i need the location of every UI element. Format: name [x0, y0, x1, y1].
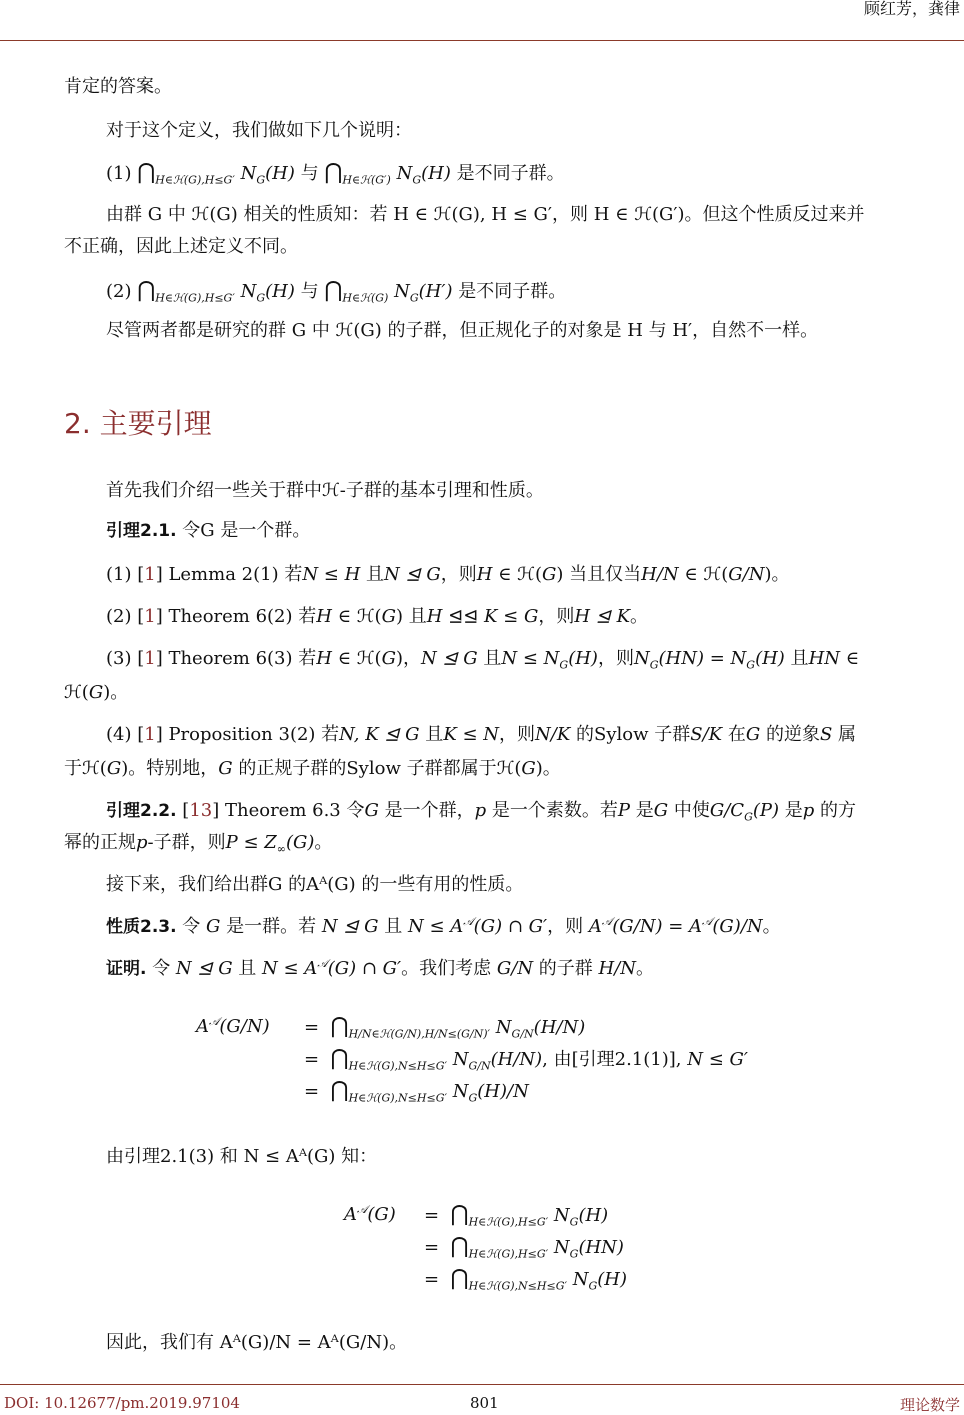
lemma-item-1: (1) [1] Lemma 2(1) 若N ≤ H 且N ⊴ G，则H ∈ ℋ(G) 当且仅当H/N ∈ ℋ(G/N)。	[106, 564, 790, 585]
equation-line: = $⋂_{H\in ℋ(G),N\le H\le G'}$ $N_G(H)$	[424, 1266, 628, 1293]
section-title: 2. 主要引理	[64, 407, 212, 440]
property-2-3: 性质2.3. 令 G 是一群。若 N ⊴ G 且 $N \le A^𝒜(G)$ ∩ G′，则 $A^𝒜(G/N) = A^𝒜(G)/N$。	[106, 915, 781, 937]
text-line: 因此，我们有 Aᴬ(G)/N = Aᴬ(G/N)。	[106, 1332, 408, 1353]
text-line: 尽管两者都是研究的群 G 中 ℋ(G) 的子群，但正规化子的对象是 H 与 H′，自然不一样。	[106, 320, 819, 341]
lemma-text: 令G 是一个群。	[176, 520, 311, 541]
lemma-item-3: (3) [1] Theorem 6(3) 若H ∈ ℋ(G)，N ⊴ G 且$N \le N_G(H)$，则$N_G(HN) = N_G(H)$ 且HN ∈	[106, 648, 860, 672]
doi-link[interactable]: DOI: 10.12677/pm.2019.97104	[4, 1394, 240, 1412]
equation-line: = $⋂_{H\in ℋ(G),H\le G'}$ $N_G(HN)$	[424, 1234, 624, 1261]
journal-name: 理论数学	[899, 1396, 960, 1414]
property-label: 性质2.3.	[106, 917, 177, 937]
text-line: 接下来，我们给出群G 的Aᴬ(G) 的一些有用的性质。	[106, 874, 524, 895]
lemma-2-2: 引理2.2. [13] Theorem 6.3 令G 是一个群，p 是一个素数。若P 是G 中使$G/C_G(P)$ 是p 的方	[106, 800, 857, 824]
page-header	[0, 0, 964, 41]
lemma-2-1	[106, 518, 310, 544]
lemma-label: 引理2.1.	[106, 521, 177, 541]
lemma-item-4: (4) [1] Proposition 3(2) 若N, K ⊴ G 且K ≤ N，则N/K 的Sylow 子群S/K 在G 的逆象S 属	[106, 724, 857, 745]
equation-line: $A^𝒜(G/N)$	[196, 1015, 270, 1037]
text-line: 肯定的答案。	[64, 76, 172, 97]
text-line: 不正确，因此上述定义不同。	[64, 236, 298, 257]
proof: 证明. 令 N ⊴ G 且 $N \le A^𝒜(G)$ ∩ G′。我们考虑 G/N 的子群 H/N。	[106, 957, 655, 979]
equation-line: $A^𝒜(G)$	[344, 1203, 396, 1225]
equation-line: = $⋂_{H\in ℋ(G),H\le G'}$ $N_G(H)$	[424, 1202, 609, 1229]
lemma-label: 引理2.2.	[106, 801, 177, 821]
remark-2: (2) $⋂_{H\in ℋ(G),H\le G'}$ $N_G(H)$ 与 $⋂_{H\in ℋ(G)}$ $N_G(H')$ 是不同子群。	[106, 278, 567, 305]
text-line: ℋ(G)。	[64, 682, 129, 703]
equation-line: = $⋂_{H/N\in ℋ(G/N),H/N\le(G/N)'}$ $N_{G/N}(H/N)$	[304, 1014, 586, 1041]
lemma-item-2: (2) [1] Theorem 6(2) 若H ∈ ℋ(G) 且H ⊴⊴ K ≤ G，则H ⊴ K。	[106, 606, 649, 627]
text-line: 幂的正规p-子群，则$P \le Z_\infty(G)$。	[64, 832, 333, 856]
page-footer	[0, 1384, 964, 1415]
text-line: 于ℋ(G)。特别地，G 的正规子群的Sylow 子群都属于ℋ(G)。	[64, 758, 561, 779]
equation-line: = $⋂_{H\in ℋ(G),N\le H\le G'}$ $N_{G/N}(H/N)$, 由[引理2.1(1)], N ≤ G′	[304, 1046, 748, 1073]
text-line: 对于这个定义，我们做如下几个说明：	[106, 120, 412, 141]
text-line: 由引理2.1(3) 和 N ≤ Aᴬ(G) 知：	[106, 1146, 378, 1167]
text-line: 首先我们介绍一些关于群中ℋ-子群的基本引理和性质。	[106, 480, 544, 501]
proof-label: 证明.	[106, 959, 147, 979]
header-authors: 顾红芳，龚律	[863, 0, 960, 18]
equation-line: = $⋂_{H\in ℋ(G),N\le H\le G'}$ $N_G(H)/N$	[304, 1078, 529, 1105]
remark-1: (1) $⋂_{H\in ℋ(G),H\le G'}$ $N_G(H)$ 与 $⋂_{H\in ℋ(G')}$ $N_G(H)$ 是不同子群。	[106, 160, 565, 187]
page-number: 801	[470, 1394, 499, 1412]
text-line: 由群 G 中 ℋ(G) 相关的性质知：若 H ∈ ℋ(G), H ≤ G′，则 H ∈ ℋ(G′)。但这个性质反过来并	[106, 204, 865, 225]
